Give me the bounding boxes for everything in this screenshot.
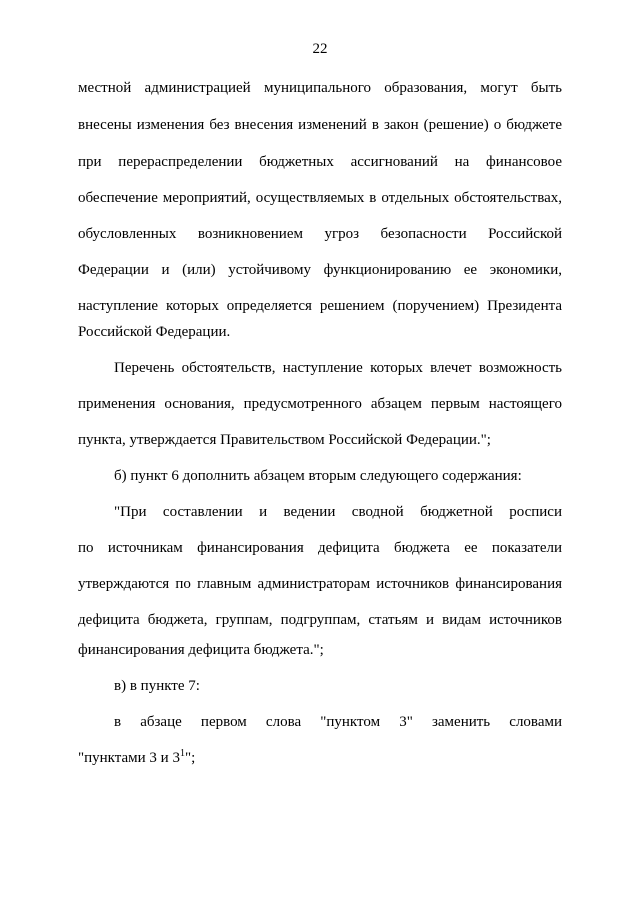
text-line-16: дефицита бюджета, группам, подгруппам, статьям и видам источников [78,612,562,628]
text-line-20-main: "пунктами 3 и 3 [78,750,180,766]
text-line-12: б) пункт 6 дополнить абзацем вторым следующего содержания: [114,468,522,484]
text-line-5: обусловленных возникновением угроз безопасности Российской [78,226,562,242]
text-line-4: обеспечение мероприятий, осуществляемых в отдельных обстоятельствах, [78,190,562,206]
text-line-15: утверждаются по главным администраторам источников финансирования [78,576,562,592]
text-line-20 [78,748,562,768]
text-line-6: Федерации и (или) устойчивому функционированию ее экономики, [78,262,562,278]
text-line-17: финансирования дефицита бюджета."; [78,642,324,658]
text-line-10: применения основания, предусмотренного абзацем первым настоящего [78,396,562,412]
text-line-1: местной администрацией муниципального образования, могут быть [78,80,562,96]
text-line-20-end: "; [184,750,196,766]
text-line-19: в абзаце первом слова "пунктом 3" заменить словами [114,714,562,730]
text-line-14: по источникам финансирования дефицита бюджета ее показатели [78,540,562,556]
text-line-7: наступление которых определяется решением (поручением) Президента [78,298,562,314]
text-line-13: "При составлении и ведении сводной бюджетной росписи [114,504,562,520]
text-line-2: внесены изменения без внесения изменений в закон (решение) о бюджете [78,117,562,133]
text-line-18: в) в пункте 7: [114,678,200,694]
superscript-one: 1 [179,748,185,759]
text-line-8: Российской Федерации. [78,324,231,340]
text-line-9: Перечень обстоятельств, наступление которых влечет возможность [114,360,562,376]
text-line-11: пункта, утверждается Правительством Российской Федерации."; [78,432,491,448]
text-line-3: при перераспределении бюджетных ассигнований на финансовое [78,154,562,170]
page-number: 22 [312,41,328,57]
